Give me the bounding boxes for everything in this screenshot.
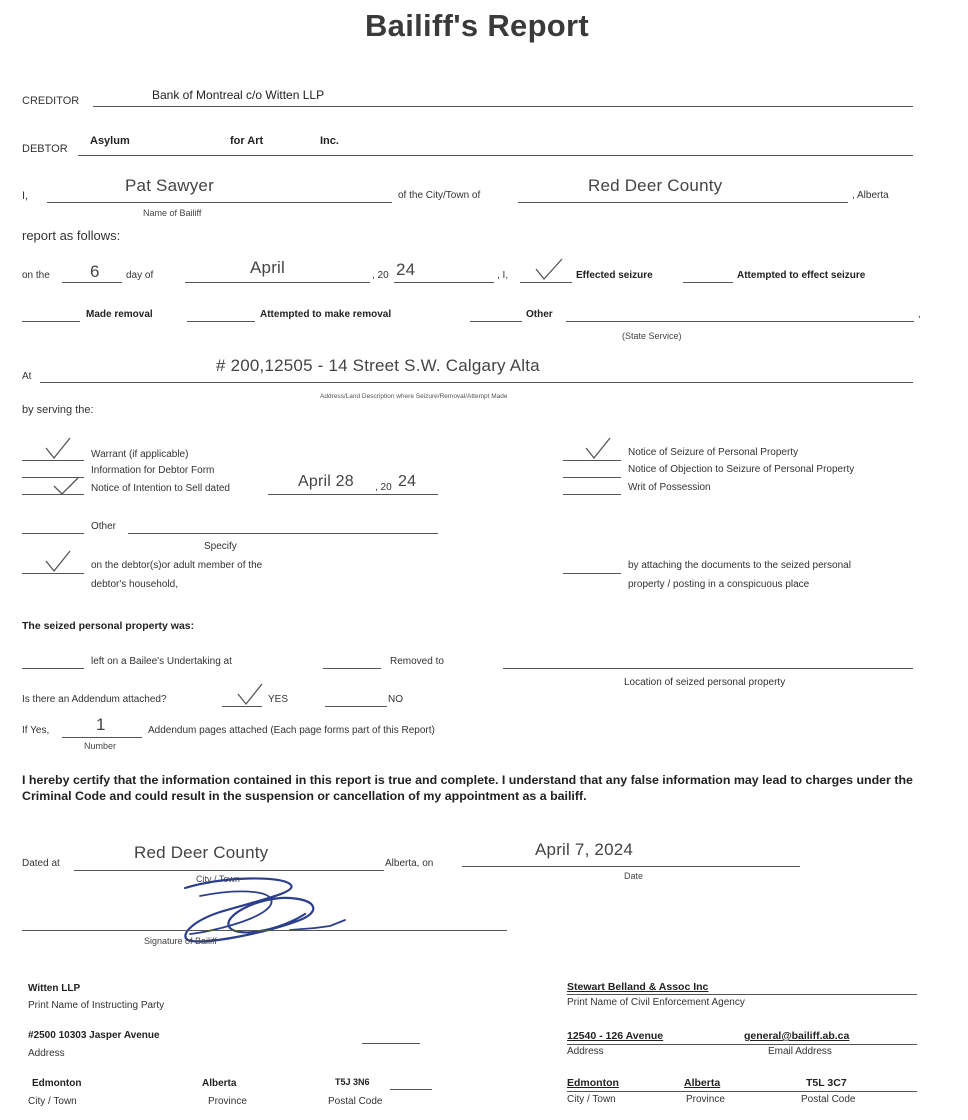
agency-province-caption: Province [686,1094,725,1105]
info-debtor-label: Information for Debtor Form [91,465,215,476]
instructing-address-end-line [362,1043,420,1044]
city-town-caption: City / Town [196,874,240,884]
on-debtor-line [22,573,84,574]
year-prefix: , 20 [372,270,389,281]
seizure-address: # 200,12505 - 14 Street S.W. Calgary Alta [216,356,540,375]
addendum-no-line [325,706,387,707]
dated-place: Red Deer County [134,843,269,862]
other-line-short [470,321,522,322]
notice-date-line [268,494,438,495]
attempted-removal-label: Attempted to make removal [260,309,392,320]
other-serving-label: Other [91,521,117,532]
instructing-city-caption: City / Town [28,1096,77,1107]
left-on-label: left on a Bailee's Undertaking at [91,656,232,667]
debtor-value-1: Asylum [90,135,130,147]
bailiff-city: Red Deer County [588,176,723,195]
alberta-on-label: Alberta, on [385,858,434,869]
signature-caption: Signature of Bailiff [144,936,217,946]
addendum-yes-line [222,706,262,707]
debtor-line [78,155,913,156]
day-line [62,282,122,283]
specify-caption: Specify [204,541,237,552]
instructing-postal-end-line [390,1089,432,1090]
day-of-label: day of [126,270,154,281]
addendum-yes-label: YES [268,694,289,705]
other-line-long [566,321,914,322]
notice-objection-line [563,477,621,478]
notice-objection-label: Notice of Objection to Seizure of Personal Property [628,464,855,475]
page-title: Bailiff's Report [365,8,590,43]
bailiff-prefix: I, [22,190,29,202]
dated-date: April 7, 2024 [535,840,634,859]
bailiff-name-caption: Name of Bailiff [143,208,202,218]
removed-to-label: Removed to [390,656,444,667]
debtor-value-2: for Art [230,135,264,147]
effected-check-icon [534,257,564,281]
city-label: of the City/Town of [398,190,481,201]
creditor-value: Bank of Montreal c/o Witten LLP [152,88,325,102]
on-debtor-label-2: debtor's household, [91,579,178,590]
seizure-year: 24 [396,260,416,279]
agency-city: Edmonton [567,1077,619,1089]
bailiff-name-line [47,202,392,203]
instructing-province-caption: Province [208,1096,247,1107]
left-on-line [22,668,84,669]
notice-intention-check-icon [52,476,80,496]
notice-intention-date: April 28 [298,473,354,490]
instructing-address-caption: Address [28,1048,65,1059]
removed-to-check-line [323,668,381,669]
at-line [40,382,913,383]
attempted-seizure-label: Attempted to effect seizure [737,270,866,281]
addendum-yes-check-icon [236,682,264,706]
agency-name: Stewart Belland & Assoc Inc [567,981,709,993]
date-caption: Date [624,871,644,881]
writ-line [563,494,621,495]
instructing-postal: T5J 3N6 [335,1077,370,1087]
notice-seizure-label: Notice of Seizure of Personal Property [628,447,799,458]
instructing-address: #2500 10303 Jasper Avenue [28,1030,160,1041]
addendum-no-label: NO [388,694,403,705]
dated-date-line [462,866,800,867]
agency-name-line [567,994,917,995]
creditor-label: CREDITOR [22,95,80,107]
instructing-city: Edmonton [32,1078,82,1089]
other-comma: , [918,309,921,320]
agency-address: 12540 - 126 Avenue [567,1030,664,1042]
bailiff-province: , Alberta [852,190,889,201]
seizure-day: 6 [90,262,100,281]
writ-label: Writ of Possession [628,482,711,493]
creditor-line [93,106,913,107]
instructing-name: Witten LLP [28,983,81,994]
agency-province: Alberta [684,1077,721,1089]
address-caption: Address/Land Description where Seizure/Removal/Attempt Made [320,393,508,400]
effected-seizure-label: Effected seizure [576,270,653,281]
on-debtor-label-1: on the debtor(s)or adult member of the [91,560,263,571]
seized-property-heading: The seized personal property was: [22,620,195,632]
effected-line [520,282,572,283]
agency-email: general@bailiff.ab.ca [744,1030,850,1042]
location-caption: Location of seized personal property [624,677,786,688]
notice-seizure-line [563,460,621,461]
attaching-label-2: property / posting in a conspicuous place [628,579,810,590]
debtor-value-3: Inc. [320,135,339,147]
other-serving-specify-line [128,533,438,534]
report-as-follows: report as follows: [22,228,121,243]
if-yes-label: If Yes, [22,725,50,736]
state-service-caption: (State Service) [622,331,682,341]
attaching-label-1: by attaching the documents to the seized personal [628,560,851,571]
addendum-pages-text: Addendum pages attached (Each page forms part of this Report) [148,725,435,736]
debtor-label: DEBTOR [22,143,68,155]
month-line [185,282,370,283]
notice-seizure-check-icon [584,436,612,460]
agency-name-caption: Print Name of Civil Enforcement Agency [567,997,745,1008]
i-label: , I, [497,270,509,281]
signature-line [22,930,507,931]
notice-year-prefix: , 20 [375,482,392,493]
made-removal-line [22,321,80,322]
agency-city-line [567,1091,917,1092]
on-the-label: on the [22,270,50,281]
at-label: At [22,371,32,382]
addendum-count: 1 [96,715,106,734]
other-serving-line [22,533,84,534]
bailiff-name: Pat Sawyer [125,176,214,195]
dated-at-label: Dated at [22,858,60,869]
attempted-seizure-line [683,282,733,283]
by-serving-label: by serving the: [22,404,94,416]
agency-city-caption: City / Town [567,1094,616,1105]
number-caption: Number [84,741,117,751]
other-label: Other [526,309,553,320]
certification-text: I hereby certify that the information contained in this report is true and complete. I understand that any false information may lead to charges under the Criminal Code and could result in the suspension or cancellation of my appointment as a bailiff. [22,773,913,803]
agency-email-caption: Email Address [768,1046,832,1057]
instructing-name-caption: Print Name of Instructing Party [28,1000,165,1011]
warrant-label: Warrant (if applicable) [91,449,189,460]
seizure-month: April [250,258,286,277]
agency-postal-caption: Postal Code [801,1094,856,1105]
warrant-line [22,460,84,461]
addendum-question: Is there an Addendum attached? [22,694,167,705]
addendum-count-line [62,737,142,738]
agency-address-caption: Address [567,1046,604,1057]
attempted-removal-line [187,321,255,322]
attaching-line [563,573,621,574]
warrant-check-icon [44,436,72,460]
year-line [394,282,494,283]
made-removal-label: Made removal [86,309,153,320]
notice-intention-year: 24 [398,473,417,490]
location-line [503,668,913,669]
on-debtor-check-icon [44,549,72,573]
city-line [518,202,848,203]
notice-intention-label: Notice of Intention to Sell dated [91,483,230,494]
instructing-province: Alberta [202,1078,237,1089]
instructing-postal-caption: Postal Code [328,1096,383,1107]
agency-postal: T5L 3C7 [806,1077,847,1089]
agency-address-line [567,1044,917,1045]
